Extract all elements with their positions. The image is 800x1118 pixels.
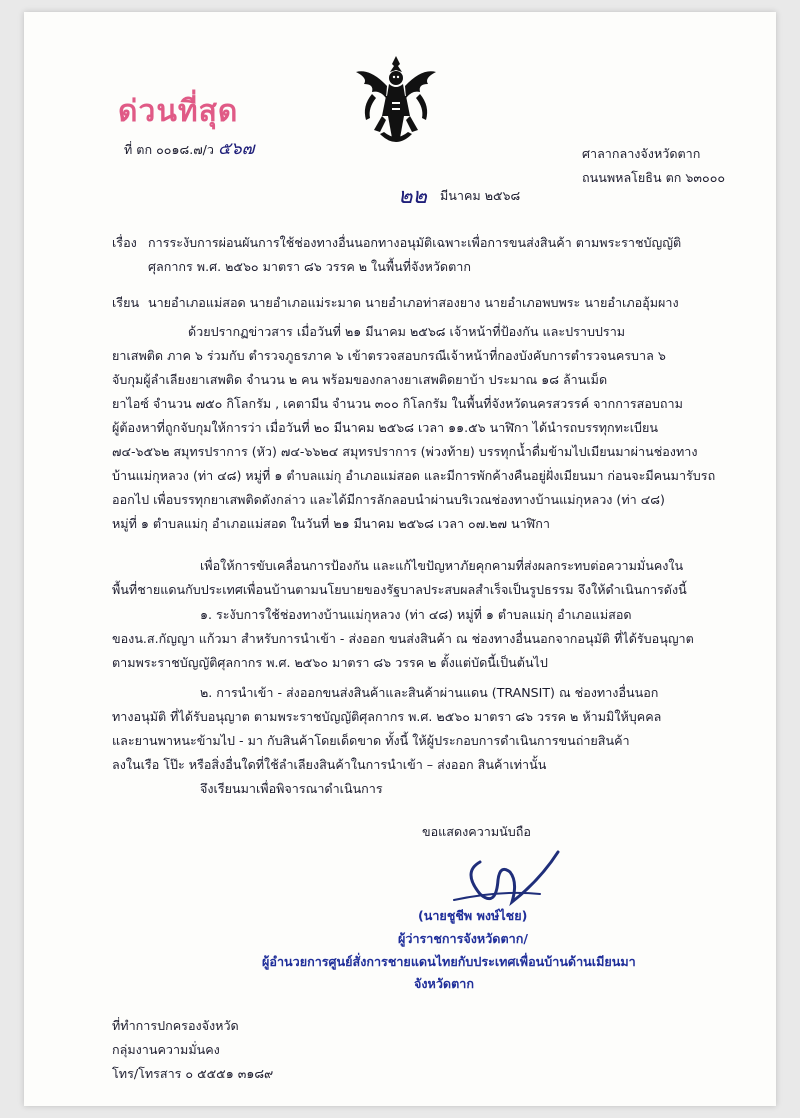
- subject-line2: ศุลกากร พ.ศ. ๒๕๖๐ มาตรา ๘๖ วรรค ๒ ในพื้นที่จังหวัดตาก: [148, 259, 471, 274]
- paragraph-line: ๗๔-๖๕๖๒ สมุทรปราการ (หัว) ๗๔-๖๖๒๔ สมุทรปราการ (พ่วงท้าย) บรรทุกน้ำดื่มข้ามไปเมียนมาผ่านช่องทาง: [112, 444, 698, 459]
- item-line: ๑. ระงับการใช้ช่องทางบ้านแม่กุหลวง (ท่า ๔๘) หมู่ที่ ๑ ตำบลแม่กุ อำเภอแม่สอด: [200, 607, 632, 622]
- signer-name: (นายชูชีพ พงษ์ไชย): [418, 908, 528, 923]
- signer-title-director: ผู้อำนวยการศูนย์สั่งการชายแดนไทยกับประเทศเพื่อนบ้านด้านเมียนมา: [262, 954, 636, 969]
- paragraph-line: ผู้ต้องหาที่ถูกจับกุมให้การว่า เมื่อวันที่ ๒๐ มีนาคม ๒๕๖๘ เวลา ๑๑.๕๖ นาฬิกา ได้นำรถบรรทุกทะเบียน: [112, 420, 659, 435]
- paragraph-line: ยาเสพติด ภาค ๖ ร่วมกับ ตำรวจภูธรภาค ๖ เข้าตรวจสอบกรณีเจ้าหน้าที่กองบังคับการตำรวจนครบาล ๖: [112, 348, 666, 363]
- urgency-stamp: ด่วนที่สุด: [118, 94, 239, 129]
- paragraph-line: บ้านแม่กุหลวง (ท่า ๔๘) หมู่ที่ ๑ ตำบลแม่กุ อำเภอแม่สอด และมีการพักค้างคืนอยู่ฝั่งเมียนมา ก่อนจะมีคนมารับรถ: [112, 468, 716, 483]
- subject-line1: การระงับการผ่อนผันการใช้ช่องทางอื่นนอกทางอนุมัติเฉพาะเพื่อการขนส่งสินค้า ตามพระราชบัญญัติ: [148, 235, 682, 250]
- signer-title-governor: ผู้ว่าราชการจังหวัดตาก/: [398, 931, 528, 946]
- date-day-handwritten: ๒๒: [398, 184, 428, 209]
- item-line: ลงในเรือ โป๊ะ หรือสิ่งอื่นใดที่ใช้ลำเลียงสินค้าในการนำเข้า – ส่งออก สินค้าเท่านั้น: [112, 757, 547, 772]
- item-line: ๒. การนำเข้า - ส่งออกขนส่งสินค้าและสินค้าผ่านแดน (TRANSIT) ณ ช่องทางอื่นนอก: [200, 685, 659, 700]
- handwritten-signature: [440, 842, 570, 912]
- item-line: ของน.ส.กัญญา แก้วมา สำหรับการนำเข้า - ส่งออก ขนส่งสินค้า ณ ช่องทางอื่นนอกจากอนุมัติ ที่ได้รับอนุญาต: [112, 631, 694, 646]
- item-line: ทางอนุมัติ ที่ได้รับอนุญาต ตามพระราชบัญญัติศุลกากร พ.ศ. ๒๕๖๐ มาตรา ๘๖ วรรค ๒ ห้ามมิให้บุคคล: [112, 709, 662, 724]
- date-month-year: มีนาคม ๒๕๖๘: [440, 188, 521, 203]
- paragraph-line: ด้วยปรากฏข่าวสาร เมื่อวันที่ ๒๑ มีนาคม ๒๕๖๘ เจ้าหน้าที่ป้องกัน และปราบปราม: [188, 324, 626, 339]
- to-label: เรียน: [112, 295, 140, 310]
- reference-number: ที่ ตก ๐๐๑๘.๗/ว ๕๖๗: [124, 139, 255, 159]
- paragraph-line: จับกุมผู้ลำเลียงยาเสพติด จำนวน ๒ คน พร้อมของกลางยาเสพติดยาบ้า ประมาณ ๑๘ ล้านเม็ด: [112, 372, 608, 387]
- footer-phone: โทร/โทรสาร ๐ ๕๕๕๑ ๓๑๘๙: [112, 1066, 274, 1081]
- subject-label: เรื่อง: [112, 235, 137, 250]
- paragraph-line: หมู่ที่ ๑ ตำบลแม่กุ อำเภอแม่สอด ในวันที่ ๒๑ มีนาคม ๒๕๖๘ เวลา ๐๗.๒๗ นาฬิกา: [112, 516, 550, 531]
- paragraph-line: ยาไอซ์ จำนวน ๗๕๐ กิโลกรัม , เคตามีน จำนวน ๓๐๐ กิโลกรัม ในพื้นที่จังหวัดนครสวรรค์ จากการสอบถาม: [112, 396, 683, 411]
- closing-request: จึงเรียนมาเพื่อพิจารณาดำเนินการ: [200, 781, 383, 796]
- footer-group: กลุ่มงานความมั่นคง: [112, 1042, 220, 1057]
- signer-title-province: จังหวัดตาก: [414, 976, 474, 991]
- item-line: ตามพระราชบัญญัติศุลกากร พ.ศ. ๒๕๖๐ มาตรา ๘๖ วรรค ๒ ตั้งแต่บัดนี้เป็นต้นไป: [112, 655, 548, 670]
- office-address-line2: ถนนพหลโยธิน ตก ๖๓๐๐๐: [582, 170, 726, 185]
- paragraph-line: พื้นที่ชายแดนกับประเทศเพื่อนบ้านตามนโยบายของรัฐบาลประสบผลสำเร็จเป็นรูปธรรม จึงให้ดำเนินการดังนี้: [112, 582, 687, 597]
- item-line: และยานพาหนะข้ามไป - มา กับสินค้าโดยเด็ดขาด ทั้งนี้ ให้ผู้ประกอบการดำเนินการขนถ่ายสินค้า: [112, 733, 630, 748]
- reference-handwritten: ๕๖๗: [218, 139, 255, 159]
- paragraph-line: เพื่อให้การขับเคลื่อนการป้องกัน และแก้ไขปัญหาภัยคุกคามที่ส่งผลกระทบต่อความมั่นคงใน: [200, 558, 684, 573]
- office-address-line1: ศาลากลางจังหวัดตาก: [582, 146, 701, 161]
- paragraph-line: ออกไป เพื่อบรรทุกยาเสพติดดังกล่าว และได้มีการลักลอบนำผ่านบริเวณช่องทางบ้านแม่กุหลวง (ท่า ๔๘): [112, 492, 665, 507]
- garuda-emblem-icon: [352, 54, 440, 150]
- regards: ขอแสดงความนับถือ: [422, 824, 531, 839]
- footer-office: ที่ทำการปกครองจังหวัด: [112, 1018, 239, 1033]
- to-recipients: นายอำเภอแม่สอด นายอำเภอแม่ระมาด นายอำเภอท่าสองยาง นายอำเภอพบพระ นายอำเภออุ้มผาง: [148, 295, 679, 310]
